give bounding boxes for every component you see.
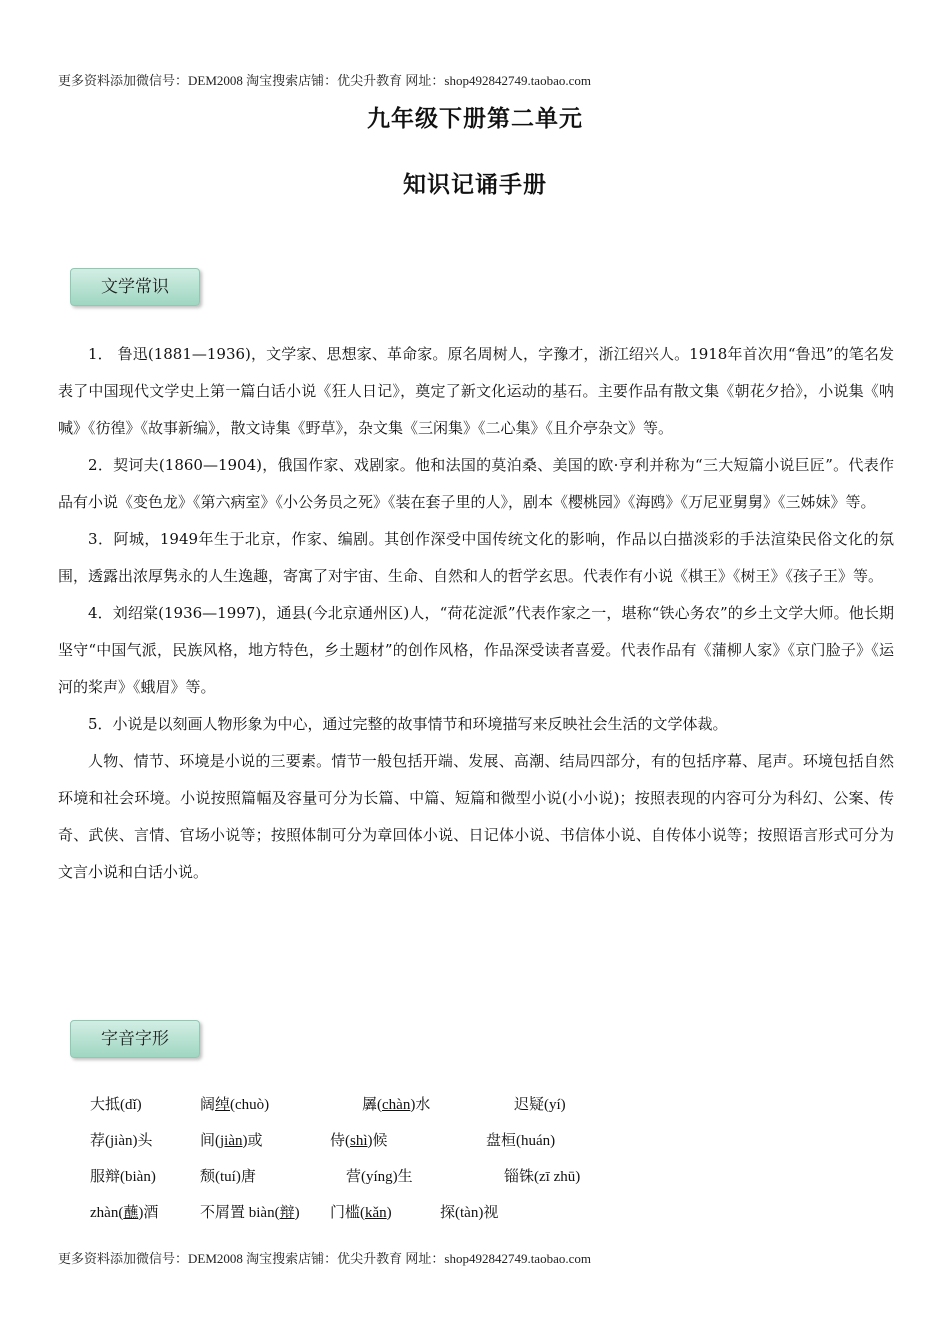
paragraph-novel-definition: 5．小说是以刻画人物形象为中心，通过完整的故事情节和环境描写来反映社会生活的文学体裁。 (88, 715, 728, 733)
literature-body (58, 336, 894, 891)
paragraph-acheng: 3．阿城，1949年生于北京，作家、编剧。其创作深受中国传统文化的影响，作品以白描淡彩的手法渲染民俗文化的氛围，透露出浓厚隽永的人生逸趣，寄寓了对宇宙、生命、自然和人的哲学玄思。代表作有小说《棋王》《树王》《孩子王》等。 (58, 530, 894, 585)
pinyin-entry: 盘桓(huán) (486, 1133, 556, 1149)
paragraph-chekhov: 2．契诃夫(1860—1904)，俄国作家、戏剧家。他和法国的莫泊桑、美国的欧·亨利并称为“三大短篇小说巨匠”。代表作品有小说《变色龙》《第六病室》《小公务员之死》《装在套子里的人》，剧本《樱桃园》《海鸥》《万尼亚舅舅》《三姊妹》等。 (58, 456, 894, 511)
section-tag-pronunciation: 字音字形 (70, 1020, 200, 1058)
pinyin-entry: 颓(tuí)唐 (200, 1169, 256, 1185)
pinyin-entry: 不屑置 biàn(辩) (200, 1205, 300, 1221)
pinyin-entry: 门槛(kǎn) (330, 1205, 392, 1221)
pinyin-entry: 大抵(dǐ) (90, 1097, 142, 1113)
paragraph-novel-elements: 人物、情节、环境是小说的三要素。情节一般包括开端、发展、高潮、结局四部分，有的包括序幕、尾声。环境包括自然环境和社会环境。小说按照篇幅及容量可分为长篇、中篇、短篇和微型小说(小小说)；按照表现的内容可分为科幻、公案、传奇、武侠、言情、官场小说等；按照体制可分为章回体小说、日记体小说、书信体小说、自传体小说等；按照语言形式可分为文言小说和白话小说。 (58, 752, 894, 881)
pinyin-entry: 阔绰(chuò) (200, 1097, 270, 1113)
pinyin-entry: 营(yíng)生 (346, 1169, 413, 1185)
page-title: 九年级下册第二单元 (367, 105, 583, 132)
footer-note: 更多资料添加微信号：DEM2008 淘宝搜索店铺：优尖升教育 网址：shop492842749.taobao.com (58, 1251, 591, 1266)
paragraph-liushaotang: 4．刘绍棠(1936—1997)，通县(今北京通州区)人，“荷花淀派”代表作家之一，堪称“铁心务农”的乡土文学大师。他长期坚守“中国气派，民族风格，地方特色，乡土题材”的创作风格，作品深受读者喜爱。代表作品有《蒲柳人家》《京门脸子》《运河的桨声》《蛾眉》等。 (58, 604, 894, 696)
pinyin-entry: 侍(shì)候 (330, 1133, 388, 1149)
section-tag-literature: 文学常识 (70, 268, 200, 306)
pinyin-entry: 服辩(biàn) (90, 1169, 156, 1185)
paragraph-luxun: 1． 鲁迅(1881—1936)，文学家、思想家、革命家。原名周树人，字豫才，浙江绍兴人。1918年首次用“鲁迅”的笔名发表了中国现代文学史上第一篇白话小说《狂人日记》，奠定了新文化运动的基石。主要作品有散文集《朝花夕拾》，小说集《呐喊》《彷徨》《故事新编》，散文诗集《野草》，杂文集《三闲集》《二心集》《且介亭杂文》等。 (58, 345, 894, 437)
pinyin-entry: 锱铢(zī zhū) (504, 1169, 581, 1185)
pinyin-entry: 迟疑(yí) (514, 1097, 566, 1113)
pinyin-entry: 探(tàn)视 (440, 1205, 499, 1221)
header-note: 更多资料添加微信号：DEM2008 淘宝搜索店铺：优尖升教育 网址：shop492842749.taobao.com (58, 73, 591, 88)
pinyin-entry: 间(jiàn)或 (200, 1133, 263, 1149)
page-subtitle: 知识记诵手册 (403, 171, 547, 198)
pinyin-entry: 荐(jiàn)头 (90, 1133, 153, 1149)
pinyin-entry: zhàn(蘸)酒 (90, 1205, 159, 1221)
pinyin-entry: 羼(chàn)水 (362, 1097, 431, 1113)
